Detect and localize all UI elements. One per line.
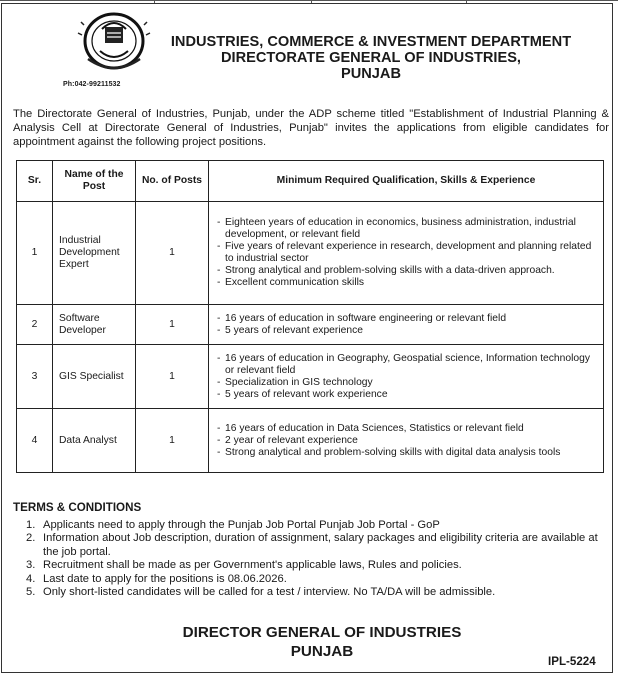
- table-row: [17, 409, 604, 473]
- terms-text: Information about Job description, duration of assignment, salary packages and eligibility criteria are available at the job portal.: [43, 532, 598, 558]
- signatory-block: [140, 623, 504, 661]
- heading-line-1: INDUSTRIES, COMMERCE & INVESTMENT DEPARTMENT: [170, 34, 572, 50]
- terms-text: Last date to apply for the positions is 08.06.2026.: [43, 572, 287, 585]
- terms-number: 1.: [26, 519, 36, 531]
- heading-line-2: DIRECTORATE GENERAL OF INDUSTRIES,: [220, 50, 521, 66]
- punjab-government-seal-icon: [76, 11, 152, 73]
- row-posts: 1: [136, 409, 209, 473]
- terms-number: 2.: [26, 532, 36, 545]
- terms-number: 4.: [26, 572, 36, 585]
- header-posts: No. of Posts: [136, 161, 209, 202]
- advertisement-code: IPL-5224: [548, 655, 596, 668]
- signatory-title: DIRECTOR GENERAL OF INDUSTRIES: [182, 624, 462, 641]
- terms-item: [26, 573, 606, 586]
- qualification-item: - Excellent communication skills: [225, 277, 599, 289]
- row-post: Software Developer: [53, 305, 136, 345]
- row-sr: 3: [17, 345, 53, 409]
- qualification-item: - 16 years of education in software engineering or relevant field: [225, 313, 599, 325]
- terms-list: [26, 519, 606, 599]
- header-qualification: Minimum Required Qualification, Skills & Experience: [209, 161, 604, 202]
- row-post: Data Analyst: [53, 409, 136, 473]
- row-qualification: [209, 409, 604, 473]
- terms-text: Applicants need to apply through the Punjab Job Portal Punjab Job Portal - GoP: [43, 519, 440, 531]
- row-sr: 1: [17, 202, 53, 305]
- qualification-item: - Strong analytical and problem-solving skills with a data-driven approach.: [225, 265, 599, 277]
- terms-text: Only short-listed candidates will be called for a test / interview. No TA/DA will be admissible.: [43, 586, 496, 599]
- qualification-item: - 5 years of relevant experience: [225, 325, 599, 337]
- row-sr: 4: [17, 409, 53, 473]
- terms-number: 3.: [26, 559, 36, 572]
- qualification-item: - 2 year of relevant experience: [225, 435, 599, 447]
- terms-item: [26, 586, 606, 599]
- signatory-location: PUNJAB: [290, 643, 354, 660]
- qualification-item: - 16 years of education in Data Sciences, Statistics or relevant field: [225, 423, 599, 435]
- phone-number: Ph:042-99211532: [63, 81, 121, 88]
- table-row: [17, 345, 604, 409]
- row-qualification: [209, 305, 604, 345]
- terms-item: [26, 519, 606, 532]
- row-post: Industrial Development Expert: [53, 202, 136, 305]
- table-row: [17, 305, 604, 345]
- terms-title: TERMS & CONDITIONS: [13, 501, 142, 514]
- row-qualification: [209, 345, 604, 409]
- terms-text: Recruitment shall be made as per Government's applicable laws, Rules and policies.: [43, 559, 462, 572]
- row-posts: 1: [136, 305, 209, 345]
- row-qualification: [209, 202, 604, 305]
- table-row: [17, 202, 604, 305]
- intro-paragraph: The Directorate General of Industries, Punjab, under the ADP scheme titled "Establishment of Industrial Planning & Analysis Cell at Directorate General of Industries, Punjab" invites the applications from eligible candidates for appointment against the following project positions.: [13, 108, 609, 148]
- row-posts: 1: [136, 345, 209, 409]
- header-post: Name of the Post: [53, 161, 136, 202]
- qualification-item: - 16 years of education in Geography, Geospatial science, Information technology or relevant field: [225, 353, 599, 377]
- qualification-item: - Five years of relevant experience in research, development and planning related to industrial sector: [225, 241, 599, 265]
- qualification-item: - Strong analytical and problem-solving skills with digital data analysis tools: [225, 447, 599, 459]
- qualification-item: - 5 years of relevant work experience: [225, 389, 599, 401]
- row-sr: 2: [17, 305, 53, 345]
- table-header-row: [17, 161, 604, 202]
- row-post: GIS Specialist: [53, 345, 136, 409]
- terms-number: 5.: [26, 586, 36, 599]
- terms-item: [26, 559, 606, 572]
- qualification-item: - Eighteen years of education in economics, business administration, industrial development, or relevant field: [225, 217, 599, 241]
- header-sr: Sr.: [17, 161, 53, 202]
- positions-table: [16, 160, 604, 473]
- department-heading: [154, 34, 588, 82]
- heading-line-3: PUNJAB: [340, 66, 401, 82]
- row-posts: 1: [136, 202, 209, 305]
- qualification-item: - Specialization in GIS technology: [225, 377, 599, 389]
- terms-item: [26, 532, 606, 559]
